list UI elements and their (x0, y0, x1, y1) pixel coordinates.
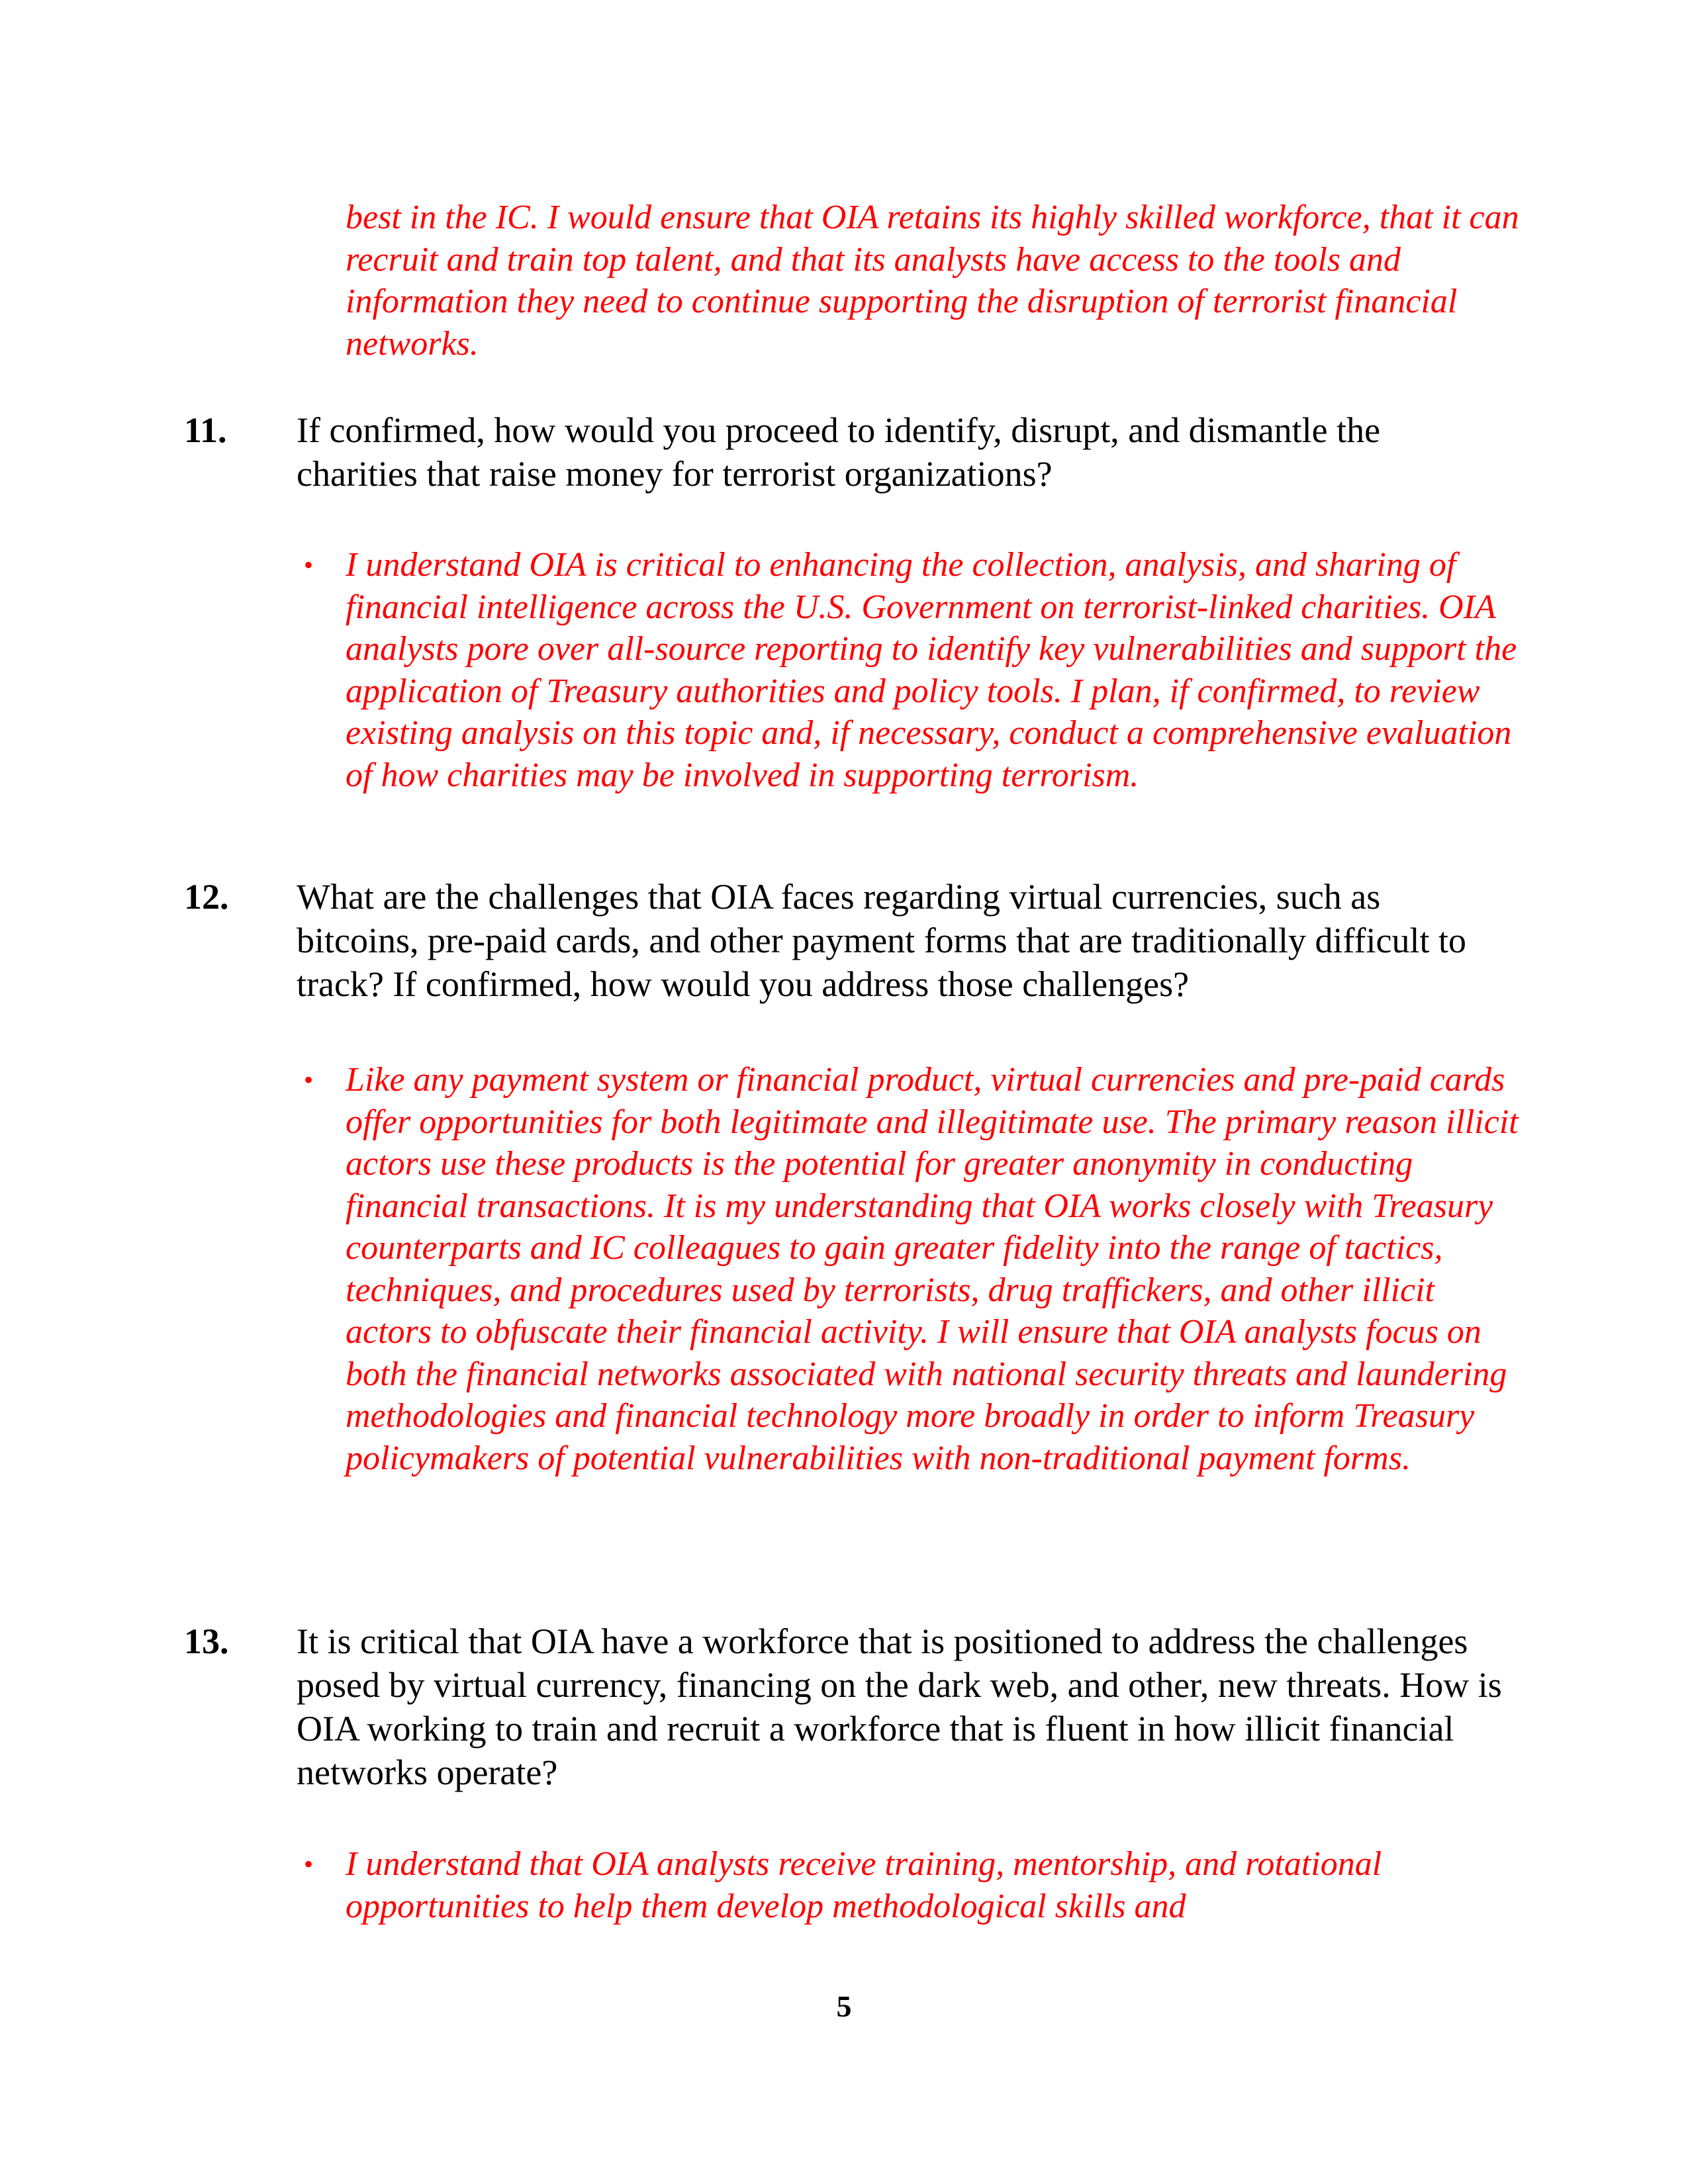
continued-answer-text: best in the IC. I would ensure that OIA retains its highly skilled workforce, that it can recruit and train top talent, and that its analysts have access to the tools and information they need to continue supporting the disruption of terrorist financial networks. (346, 199, 1519, 363)
question-text: If confirmed, how would you proceed to identify, disrupt, and dismantle the charities that raise money for terrorist organizations? (297, 410, 1381, 494)
answer-text: I understand OIA is critical to enhancing the collection, analysis, and sharing of financial intelligence across the U.S. Government on terrorist-linked charities. OIA analysts pore over all-source reporting to identify key vulnerabilities and support the application of Treasury authorities and policy tools. I plan, if confirmed, to review existing analysis on this topic and, if necessary, conduct a comprehensive evaluation of how charities may be involved in supporting terrorism. (346, 546, 1517, 794)
answer-11 (304, 544, 1524, 796)
answer-13 (304, 1843, 1524, 1927)
question-number: 11. (184, 410, 227, 450)
page-number: 5 (836, 1989, 852, 2023)
question-number: 13. (184, 1621, 229, 1661)
answer-text: I understand that OIA analysts receive training, mentorship, and rotational opportunities to help them develop methodological skills and (346, 1845, 1382, 1925)
bullet-icon: • (304, 1065, 314, 1095)
question-number: 12. (184, 877, 229, 917)
question-text: What are the challenges that OIA faces regarding virtual currencies, such as bitcoins, pre-paid cards, and other payment forms that are traditionally difficult to track? If confirmed, how would you address those challenges? (297, 877, 1466, 1004)
answer-12 (304, 1059, 1524, 1479)
bullet-icon: • (304, 1849, 314, 1879)
answer-text: Like any payment system or financial product, virtual currencies and pre-paid cards offer opportunities for both legitimate and illegitimate use. The primary reason illicit actors use these products is the potential for greater anonymity in conducting financial transactions. It is my understanding that OIA works closely with Treasury counterparts and IC colleagues to gain greater fidelity into the range of tactics, techniques, and procedures used by terrorists, drug traffickers, and other illicit actors to obfuscate their financial activity. I will ensure that OIA analysts focus on both the financial networks associated with national security threats and laundering methodologies and financial technology more broadly in order to inform Treasury policymakers of potential vulnerabilities with non-traditional payment forms. (346, 1061, 1519, 1477)
question-text: It is critical that OIA have a workforce that is positioned to address the challenges posed by virtual currency, financing on the dark web, and other, new threats. How is OIA working to train and recruit a workforce that is fluent in how illicit financial networks operate? (297, 1621, 1502, 1792)
bullet-icon: • (304, 550, 314, 580)
